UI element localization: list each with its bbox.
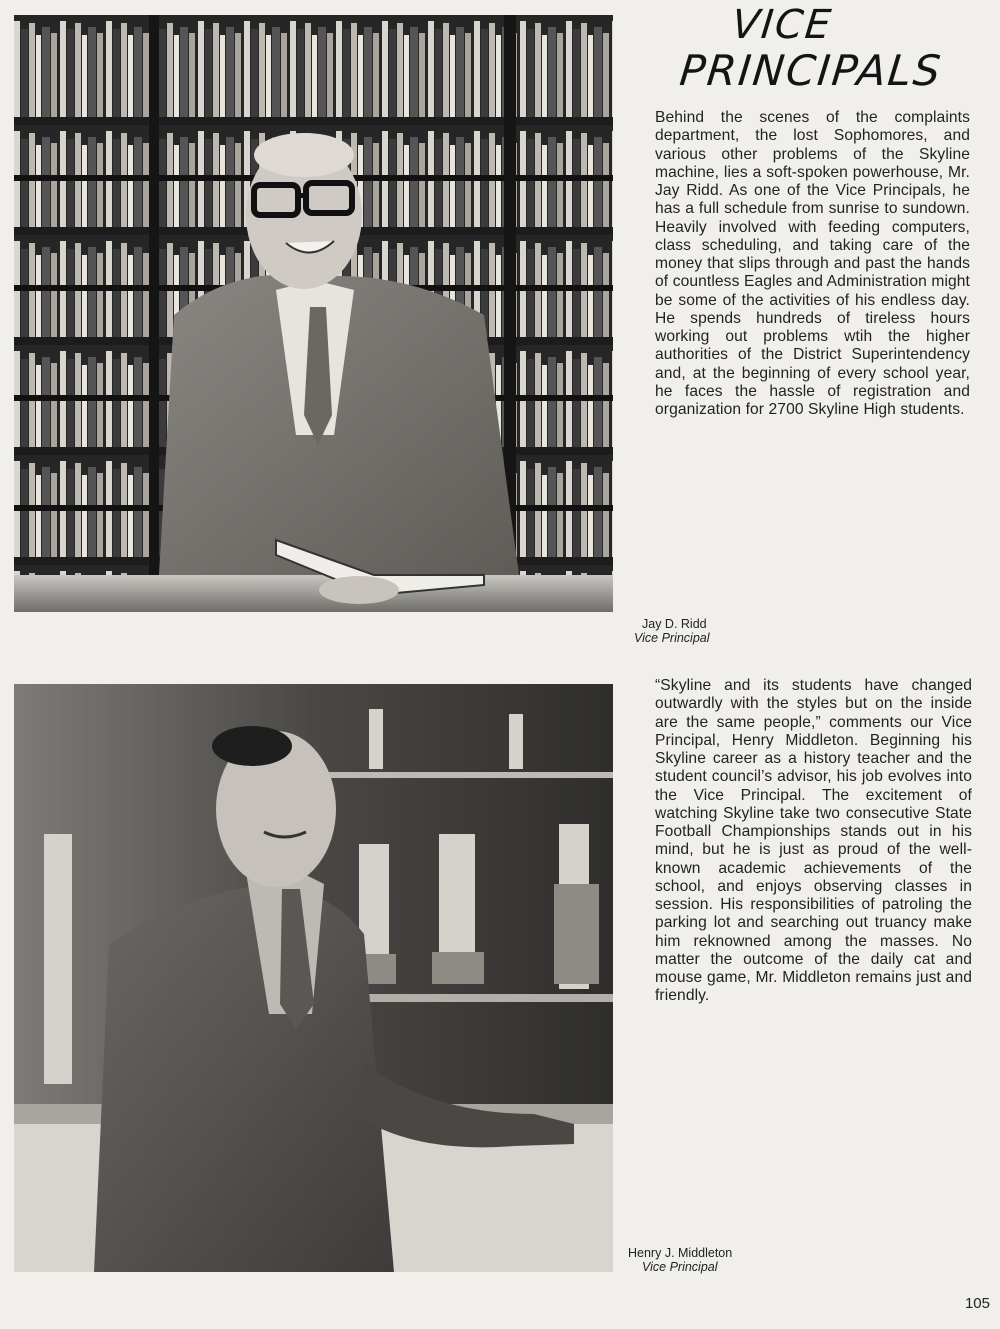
title-line-vice: VICE bbox=[729, 2, 835, 48]
photo-caption-ridd bbox=[634, 617, 710, 645]
page-number: 105 bbox=[964, 1295, 990, 1312]
caption-name-ridd: Jay D. Ridd bbox=[642, 617, 707, 631]
title-line-principals: PRINCIPALS bbox=[677, 46, 945, 95]
photo-henry-middleton-image bbox=[14, 684, 613, 1272]
photo-henry-middleton bbox=[14, 684, 613, 1272]
caption-role-middleton: Vice Principal bbox=[642, 1260, 718, 1274]
photo-jay-ridd bbox=[14, 15, 613, 612]
profile-paragraph-middleton: “Skyline and its students have changed outwardly with the styles but on the inside are the same people,” comments our Vice Principal, Henry Middleton. Beginning his Skyline career as a history teacher and the student council’s advisor, his job evolves into the Vice Principal. The excitement of watching Skyline take two consecutive State Football Championships stands out in his mind, but he is just as proud of the well-known academic achievements of the school, and enjoys observing classes in session. His responsibilities of patroling the parking lot and searching out truancy make him reknowned among the masses. No matter the outcome of the daily cat and mouse game, Mr. Middleton remains just and friendly. bbox=[655, 677, 972, 1005]
profile-paragraph-ridd: Behind the scenes of the complaints department, the lost Sophomores, and various other problems of the Skyline machine, lies a soft-spoken powerhouse, Mr. Jay Ridd. As one of the Vice Principals, he has a full schedule from sunrise to sundown. Heavily involved with feeding computers, class scheduling, and taking care of the money that slips through and past the hands of countless Eagles and Administration might be some of the activities of his endless day. He spends hundreds of tireless hours working out problems wtih the higher authorities of the District Superintendency and, at the beginning of every school year, he faces the hassle of registration and organization for 2700 Skyline High students. bbox=[655, 109, 970, 418]
caption-role-ridd: Vice Principal bbox=[634, 631, 710, 645]
section-title bbox=[640, 0, 980, 100]
photo-jay-ridd-image bbox=[14, 15, 613, 612]
photo-caption-middleton bbox=[628, 1246, 732, 1274]
caption-name-middleton: Henry J. Middleton bbox=[628, 1246, 733, 1260]
